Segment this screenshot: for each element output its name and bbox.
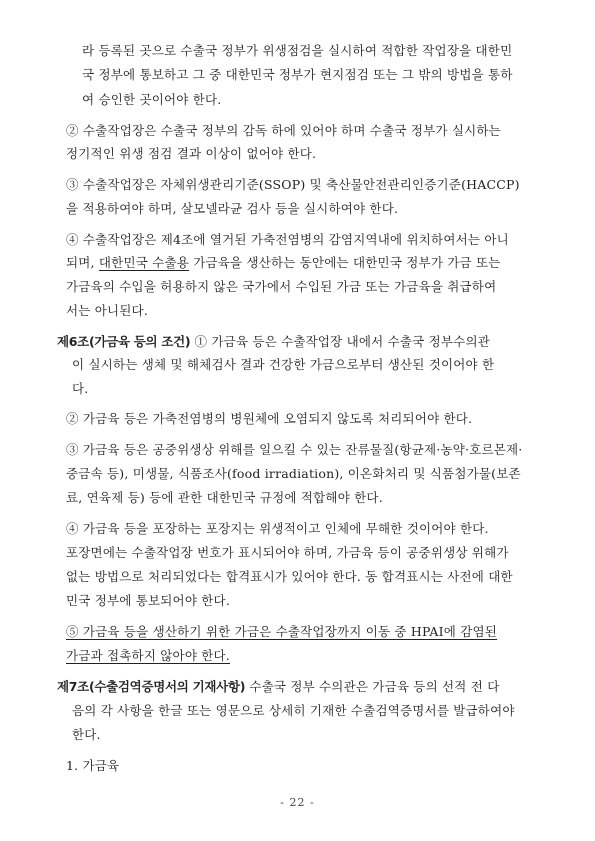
paragraph-2: ② 수출작업장은 수출국 정부의 감독 하에 있어야 하며 수출국 정부가 실시하는 [66, 123, 501, 138]
article-heading: 제6조(가금육 등의 조건) [57, 334, 191, 349]
text-segment: 수출국 정부 수의관은 가금육 등의 선적 전 다 [245, 679, 500, 694]
article-6-first-line [57, 334, 490, 350]
text-line: 서는 아니된다. [66, 303, 148, 318]
paragraph-3: ③ 수출작업장은 자체위생관리기준(SSOP) 및 축산물안전관리인증기준(HACCP) [66, 177, 520, 192]
text-line [66, 255, 501, 271]
text-line: 을 적용하여야 하며, 살모넬라균 검사 등을 실시하여야 한다. [66, 201, 399, 216]
paragraph-5: ⑤ 가금육 등을 생산하기 위한 가금은 수출작업장까지 이동 중 HPAI에 감염된 [66, 624, 498, 639]
text-line: 이 실시하는 생체 및 해체검사 결과 건강한 가금으로부터 생산된 것이어야 한 [72, 357, 495, 372]
text-line: 료, 연육제 등) 등에 관한 대한민국 규정에 적합해야 한다. [66, 490, 383, 505]
text-line: 없는 방법으로 처리되었다는 합격표시가 있어야 한다. 동 합격표시는 사전에 대한 [66, 569, 513, 584]
article-7-first-line [57, 679, 499, 695]
list-item: 1. 가금육 [66, 758, 120, 773]
text-line: 정기적인 위생 점검 결과 이상이 없어야 한다. [66, 146, 317, 161]
page-number: - 22 - [280, 796, 315, 809]
text-segment: ① 가금육 등은 수출작업장 내에서 수출국 정부수의관 [190, 334, 491, 349]
text-line: 음의 각 사항을 한글 또는 영문으로 상세히 기재한 수출검역증명서를 발급하여야 [72, 703, 515, 718]
text-line: 포장면에는 수출작업장 번호가 표시되어야 하며, 가금육 등이 공중위생상 위해가 [66, 545, 509, 560]
paragraph-3: ③ 가금육 등은 공중위생상 위해를 일으킬 수 있는 잔류물질(항균제·농약·호르몬제· [66, 442, 523, 457]
paragraph-2: ② 가금육 등은 가축전염병의 병원체에 오염되지 않도록 처리되어야 한다. [66, 411, 473, 426]
text-line: 라 등록된 곳으로 수출국 정부가 위생점검을 실시하여 적합한 작업장을 대한민 [82, 43, 513, 58]
text-line: 중금속 등), 미생물, 식품조사(food irradiation), 이온화처리 및 식품첨가물(보존 [66, 466, 521, 481]
text-line: 가금육의 수입을 허용하지 않은 국가에서 수입된 가금 또는 가금육을 취급하여 [66, 279, 497, 294]
text-segment: 가금육을 생산하는 동안에는 대한민국 정부가 가금 또는 [189, 255, 501, 270]
text-line: 여 승인한 곳이어야 한다. [82, 92, 222, 107]
article-heading: 제7조(수출검역증명서의 기재사항) [57, 679, 246, 694]
text-segment: 되며, [66, 255, 99, 270]
text-line: 민국 정부에 통보되어야 한다. [66, 593, 230, 608]
paragraph-4: ④ 가금육 등을 포장하는 포장지는 위생적이고 인체에 무해한 것이어야 한다. [66, 521, 489, 536]
text-line: 한다. [72, 727, 101, 742]
text-line: 가금과 접촉하지 않아야 한다. [66, 648, 230, 663]
underlined-text: 대한민국 수출용 [98, 255, 190, 270]
text-line: 국 정부에 통보하고 그 중 대한민국 정부가 현지점검 또는 그 밖의 방법을 통하 [82, 67, 513, 82]
paragraph-4: ④ 수출작업장은 제4조에 열거된 가축전염병의 감염지역내에 위치하여서는 아니 [66, 232, 509, 247]
text-line: 다. [72, 381, 89, 396]
